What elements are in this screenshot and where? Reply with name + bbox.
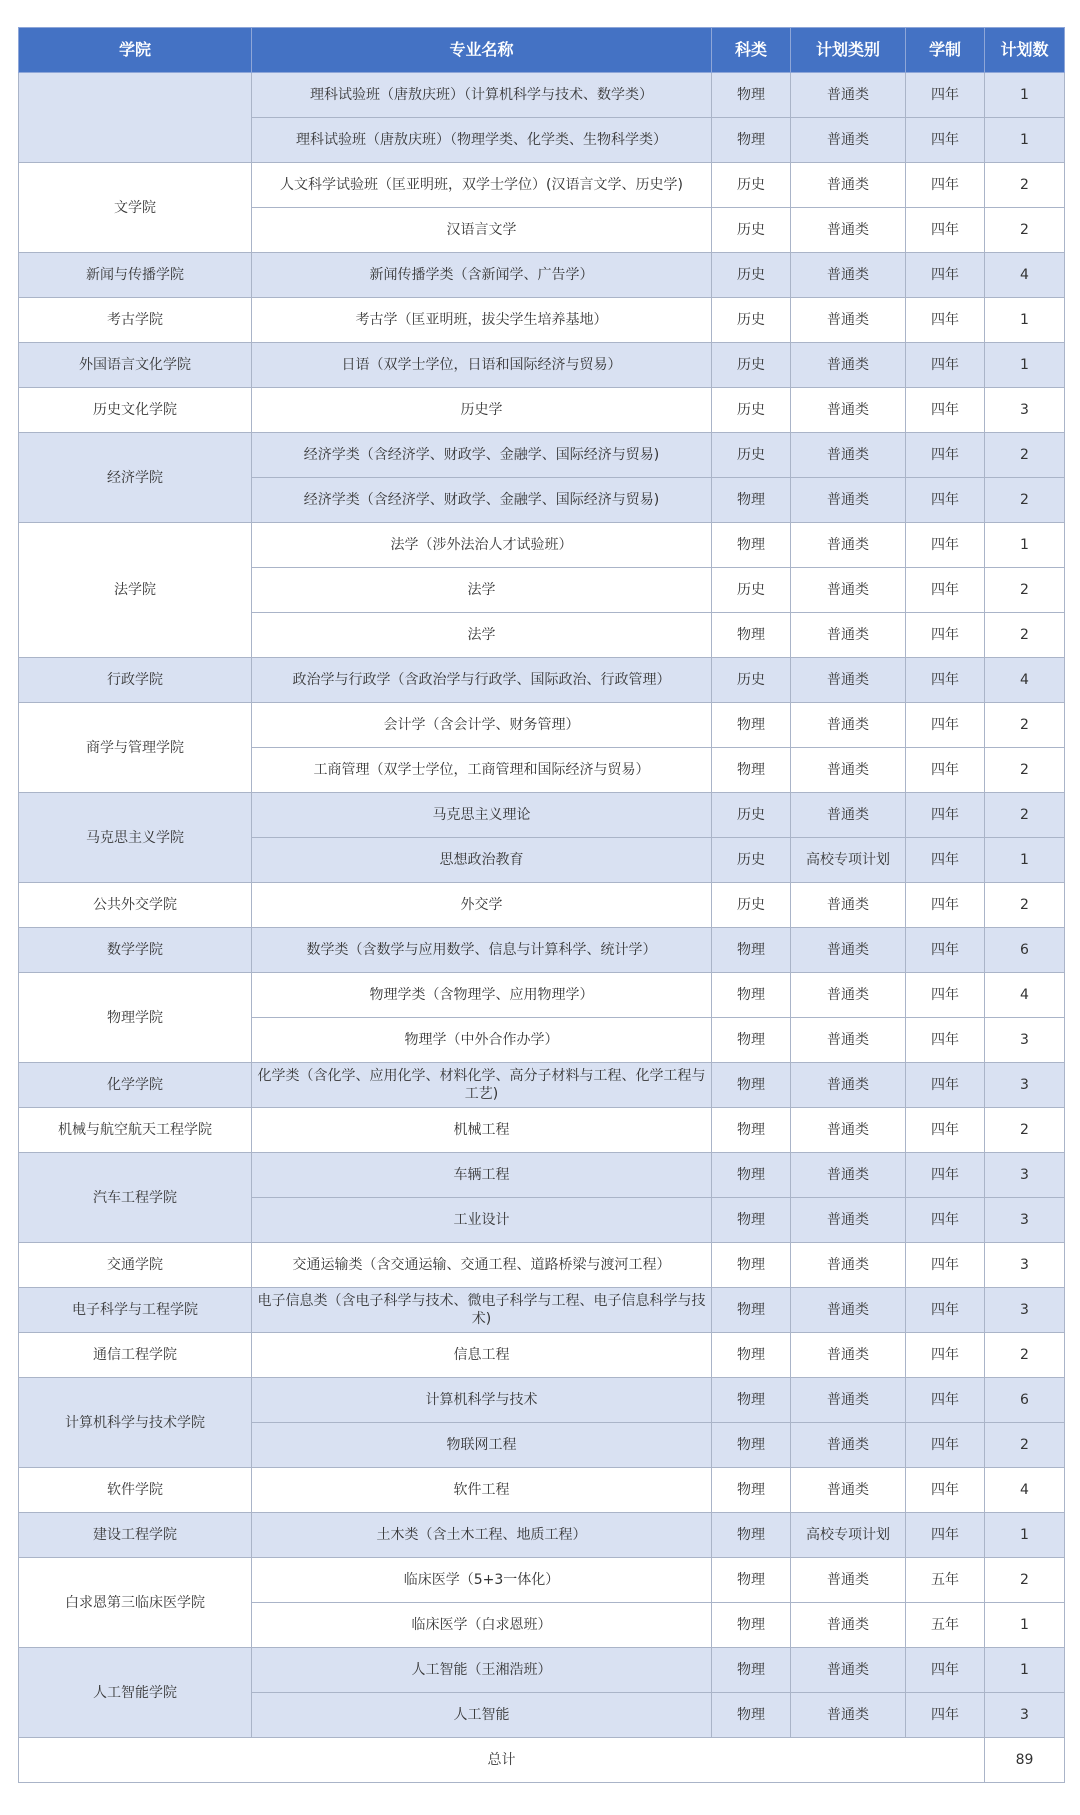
subject-cell: 物理 [712,1378,791,1423]
count-cell: 3 [985,388,1065,433]
plan-type-cell: 普通类 [791,1648,906,1693]
subject-cell: 物理 [712,703,791,748]
header-college: 学院 [19,28,252,73]
plan-type-cell: 普通类 [791,343,906,388]
count-cell: 4 [985,1468,1065,1513]
college-cell: 马克思主义学院 [19,793,252,883]
subject-cell: 物理 [712,1603,791,1648]
table-row [19,523,1065,568]
college-cell: 化学学院 [19,1063,252,1108]
major-cell: 工业设计 [252,1198,712,1243]
plan-type-cell: 普通类 [791,1423,906,1468]
plan-type-cell: 普通类 [791,73,906,118]
table-row [19,928,1065,973]
college-cell: 行政学院 [19,658,252,703]
major-cell: 法学 [252,568,712,613]
count-cell: 1 [985,343,1065,388]
subject-cell: 历史 [712,433,791,478]
count-cell: 2 [985,1558,1065,1603]
plan-type-cell: 普通类 [791,748,906,793]
major-cell: 物理学类（含物理学、应用物理学） [252,973,712,1018]
subject-cell: 物理 [712,1693,791,1738]
college-cell: 汽车工程学院 [19,1153,252,1243]
header-count: 计划数 [985,28,1065,73]
duration-cell: 四年 [906,1333,985,1378]
college-cell: 白求恩第三临床医学院 [19,1558,252,1648]
table-row [19,73,1065,118]
subject-cell: 历史 [712,388,791,433]
college-cell: 机械与航空航天工程学院 [19,1108,252,1153]
table-row [19,343,1065,388]
major-cell: 化学类（含化学、应用化学、材料化学、高分子材料与工程、化学工程与工艺) [252,1063,712,1108]
college-cell: 法学院 [19,523,252,658]
plan-type-cell: 普通类 [791,208,906,253]
major-cell: 法学 [252,613,712,658]
subject-cell: 物理 [712,1513,791,1558]
subject-cell: 历史 [712,568,791,613]
header-duration: 学制 [906,28,985,73]
major-cell: 物理学（中外合作办学） [252,1018,712,1063]
duration-cell: 五年 [906,1558,985,1603]
major-cell: 人工智能（王湘浩班） [252,1648,712,1693]
count-cell: 2 [985,1423,1065,1468]
count-cell: 3 [985,1063,1065,1108]
count-cell: 3 [985,1198,1065,1243]
major-cell: 交通运输类（含交通运输、交通工程、道路桥梁与渡河工程） [252,1243,712,1288]
table-row [19,1513,1065,1558]
subject-cell: 历史 [712,208,791,253]
plan-type-cell: 普通类 [791,388,906,433]
header-row [19,28,1065,73]
table-row [19,253,1065,298]
duration-cell: 四年 [906,1693,985,1738]
duration-cell: 四年 [906,1198,985,1243]
count-cell: 2 [985,568,1065,613]
major-cell: 思想政治教育 [252,838,712,883]
plan-type-cell: 普通类 [791,523,906,568]
major-cell: 经济学类（含经济学、财政学、金融学、国际经济与贸易) [252,478,712,523]
subject-cell: 物理 [712,1018,791,1063]
subject-cell: 历史 [712,298,791,343]
count-cell: 1 [985,1603,1065,1648]
duration-cell: 五年 [906,1603,985,1648]
major-cell: 政治学与行政学（含政治学与行政学、国际政治、行政管理） [252,658,712,703]
count-cell: 6 [985,928,1065,973]
major-cell: 会计学（含会计学、财务管理） [252,703,712,748]
header-major: 专业名称 [252,28,712,73]
table-row [19,703,1065,748]
duration-cell: 四年 [906,298,985,343]
college-cell: 历史文化学院 [19,388,252,433]
duration-cell: 四年 [906,1063,985,1108]
subject-cell: 物理 [712,748,791,793]
count-cell: 2 [985,703,1065,748]
duration-cell: 四年 [906,1153,985,1198]
subject-cell: 历史 [712,253,791,298]
subject-cell: 历史 [712,883,791,928]
college-cell: 软件学院 [19,1468,252,1513]
duration-cell: 四年 [906,388,985,433]
table-row [19,298,1065,343]
major-cell: 马克思主义理论 [252,793,712,838]
table-row [19,1378,1065,1423]
major-cell: 理科试验班（唐敖庆班）（计算机科学与技术、数学类） [252,73,712,118]
count-cell: 3 [985,1288,1065,1333]
plan-type-cell: 普通类 [791,568,906,613]
duration-cell: 四年 [906,1648,985,1693]
college-cell: 商学与管理学院 [19,703,252,793]
college-cell: 文学院 [19,163,252,253]
duration-cell: 四年 [906,478,985,523]
subject-cell: 物理 [712,478,791,523]
major-cell: 计算机科学与技术 [252,1378,712,1423]
duration-cell: 四年 [906,838,985,883]
subject-cell: 物理 [712,1333,791,1378]
subject-cell: 物理 [712,1288,791,1333]
plan-type-cell: 普通类 [791,973,906,1018]
total-label: 总计 [19,1738,985,1783]
table-row [19,1648,1065,1693]
table-row [19,1153,1065,1198]
table-row [19,793,1065,838]
count-cell: 2 [985,748,1065,793]
major-cell: 理科试验班（唐敖庆班）（物理学类、化学类、生物科学类） [252,118,712,163]
major-cell: 新闻传播学类（含新闻学、广告学） [252,253,712,298]
duration-cell: 四年 [906,1423,985,1468]
duration-cell: 四年 [906,1243,985,1288]
plan-type-cell: 普通类 [791,1108,906,1153]
major-cell: 法学（涉外法治人才试验班） [252,523,712,568]
college-cell: 数学学院 [19,928,252,973]
subject-cell: 物理 [712,973,791,1018]
plan-type-cell: 普通类 [791,703,906,748]
subject-cell: 物理 [712,928,791,973]
table-row [19,1288,1065,1333]
plan-type-cell: 普通类 [791,253,906,298]
plan-type-cell: 普通类 [791,118,906,163]
total-row [19,1738,1065,1783]
college-cell: 电子科学与工程学院 [19,1288,252,1333]
plan-type-cell: 普通类 [791,433,906,478]
plan-type-cell: 普通类 [791,478,906,523]
subject-cell: 物理 [712,1198,791,1243]
count-cell: 4 [985,658,1065,703]
table-row [19,883,1065,928]
count-cell: 2 [985,433,1065,478]
subject-cell: 历史 [712,163,791,208]
duration-cell: 四年 [906,748,985,793]
duration-cell: 四年 [906,703,985,748]
table-row [19,1468,1065,1513]
count-cell: 2 [985,163,1065,208]
duration-cell: 四年 [906,163,985,208]
count-cell: 4 [985,253,1065,298]
count-cell: 2 [985,1333,1065,1378]
major-cell: 信息工程 [252,1333,712,1378]
major-cell: 机械工程 [252,1108,712,1153]
major-cell: 临床医学（5+3一体化） [252,1558,712,1603]
plan-type-cell: 高校专项计划 [791,838,906,883]
plan-type-cell: 普通类 [791,1198,906,1243]
duration-cell: 四年 [906,1108,985,1153]
subject-cell: 物理 [712,1243,791,1288]
subject-cell: 历史 [712,793,791,838]
plan-type-cell: 普通类 [791,1243,906,1288]
plan-type-cell: 普通类 [791,658,906,703]
table-row [19,1063,1065,1108]
subject-cell: 物理 [712,523,791,568]
duration-cell: 四年 [906,343,985,388]
college-cell: 人工智能学院 [19,1648,252,1738]
admission-plan-table [18,27,1065,1783]
major-cell: 数学类（含数学与应用数学、信息与计算科学、统计学） [252,928,712,973]
subject-cell: 物理 [712,1648,791,1693]
subject-cell: 物理 [712,118,791,163]
count-cell: 6 [985,1378,1065,1423]
table-row [19,163,1065,208]
plan-type-cell: 普通类 [791,1558,906,1603]
count-cell: 1 [985,523,1065,568]
duration-cell: 四年 [906,883,985,928]
subject-cell: 物理 [712,613,791,658]
plan-type-cell: 普通类 [791,883,906,928]
college-cell: 公共外交学院 [19,883,252,928]
duration-cell: 四年 [906,568,985,613]
major-cell: 日语（双学士学位，日语和国际经济与贸易） [252,343,712,388]
plan-type-cell: 普通类 [791,1468,906,1513]
major-cell: 软件工程 [252,1468,712,1513]
count-cell: 2 [985,1108,1065,1153]
table-row [19,1333,1065,1378]
college-cell [19,73,252,163]
major-cell: 电子信息类（含电子科学与技术、微电子科学与工程、电子信息科学与技术) [252,1288,712,1333]
major-cell: 临床医学（白求恩班） [252,1603,712,1648]
subject-cell: 物理 [712,1468,791,1513]
major-cell: 外交学 [252,883,712,928]
duration-cell: 四年 [906,1378,985,1423]
table-row [19,433,1065,478]
major-cell: 土木类（含土木工程、地质工程） [252,1513,712,1558]
duration-cell: 四年 [906,1468,985,1513]
header-plan-type: 计划类别 [791,28,906,73]
count-cell: 1 [985,73,1065,118]
major-cell: 汉语言文学 [252,208,712,253]
plan-type-cell: 高校专项计划 [791,1513,906,1558]
duration-cell: 四年 [906,928,985,973]
duration-cell: 四年 [906,973,985,1018]
subject-cell: 历史 [712,838,791,883]
subject-cell: 物理 [712,1108,791,1153]
count-cell: 4 [985,973,1065,1018]
count-cell: 1 [985,118,1065,163]
count-cell: 3 [985,1693,1065,1738]
college-cell: 经济学院 [19,433,252,523]
subject-cell: 物理 [712,1153,791,1198]
college-cell: 考古学院 [19,298,252,343]
plan-type-cell: 普通类 [791,163,906,208]
plan-type-cell: 普通类 [791,1693,906,1738]
major-cell: 历史学 [252,388,712,433]
plan-type-cell: 普通类 [791,1288,906,1333]
plan-type-cell: 普通类 [791,1153,906,1198]
count-cell: 2 [985,613,1065,658]
subject-cell: 物理 [712,1063,791,1108]
plan-type-cell: 普通类 [791,298,906,343]
subject-cell: 物理 [712,73,791,118]
count-cell: 1 [985,1648,1065,1693]
major-cell: 人工智能 [252,1693,712,1738]
count-cell: 2 [985,793,1065,838]
college-cell: 计算机科学与技术学院 [19,1378,252,1468]
table-row [19,658,1065,703]
count-cell: 2 [985,208,1065,253]
duration-cell: 四年 [906,253,985,298]
subject-cell: 物理 [712,1423,791,1468]
major-cell: 考古学（匡亚明班，拔尖学生培养基地） [252,298,712,343]
plan-type-cell: 普通类 [791,1018,906,1063]
plan-type-cell: 普通类 [791,613,906,658]
duration-cell: 四年 [906,523,985,568]
duration-cell: 四年 [906,1513,985,1558]
table-body [19,73,1065,1783]
college-cell: 通信工程学院 [19,1333,252,1378]
table-row [19,1108,1065,1153]
subject-cell: 物理 [712,1558,791,1603]
table-row [19,388,1065,433]
duration-cell: 四年 [906,73,985,118]
duration-cell: 四年 [906,208,985,253]
subject-cell: 历史 [712,343,791,388]
college-cell: 物理学院 [19,973,252,1063]
count-cell: 2 [985,478,1065,523]
table-row [19,1243,1065,1288]
table-row [19,1558,1065,1603]
subject-cell: 历史 [712,658,791,703]
count-cell: 1 [985,298,1065,343]
major-cell: 人文科学试验班（匡亚明班，双学士学位）(汉语言文学、历史学) [252,163,712,208]
college-cell: 新闻与传播学院 [19,253,252,298]
count-cell: 1 [985,1513,1065,1558]
major-cell: 经济学类（含经济学、财政学、金融学、国际经济与贸易) [252,433,712,478]
major-cell: 物联网工程 [252,1423,712,1468]
plan-table-wrapper [18,27,1064,1783]
total-count: 89 [985,1738,1065,1783]
plan-type-cell: 普通类 [791,1063,906,1108]
college-cell: 建设工程学院 [19,1513,252,1558]
plan-type-cell: 普通类 [791,1333,906,1378]
count-cell: 3 [985,1018,1065,1063]
college-cell: 外国语言文化学院 [19,343,252,388]
plan-type-cell: 普通类 [791,793,906,838]
plan-type-cell: 普通类 [791,928,906,973]
college-cell: 交通学院 [19,1243,252,1288]
count-cell: 3 [985,1243,1065,1288]
duration-cell: 四年 [906,1288,985,1333]
major-cell: 工商管理（双学士学位，工商管理和国际经济与贸易） [252,748,712,793]
header-subject: 科类 [712,28,791,73]
plan-type-cell: 普通类 [791,1378,906,1423]
plan-type-cell: 普通类 [791,1603,906,1648]
duration-cell: 四年 [906,433,985,478]
duration-cell: 四年 [906,118,985,163]
count-cell: 2 [985,883,1065,928]
table-row [19,973,1065,1018]
duration-cell: 四年 [906,613,985,658]
duration-cell: 四年 [906,1018,985,1063]
duration-cell: 四年 [906,793,985,838]
duration-cell: 四年 [906,658,985,703]
major-cell: 车辆工程 [252,1153,712,1198]
count-cell: 1 [985,838,1065,883]
count-cell: 3 [985,1153,1065,1198]
